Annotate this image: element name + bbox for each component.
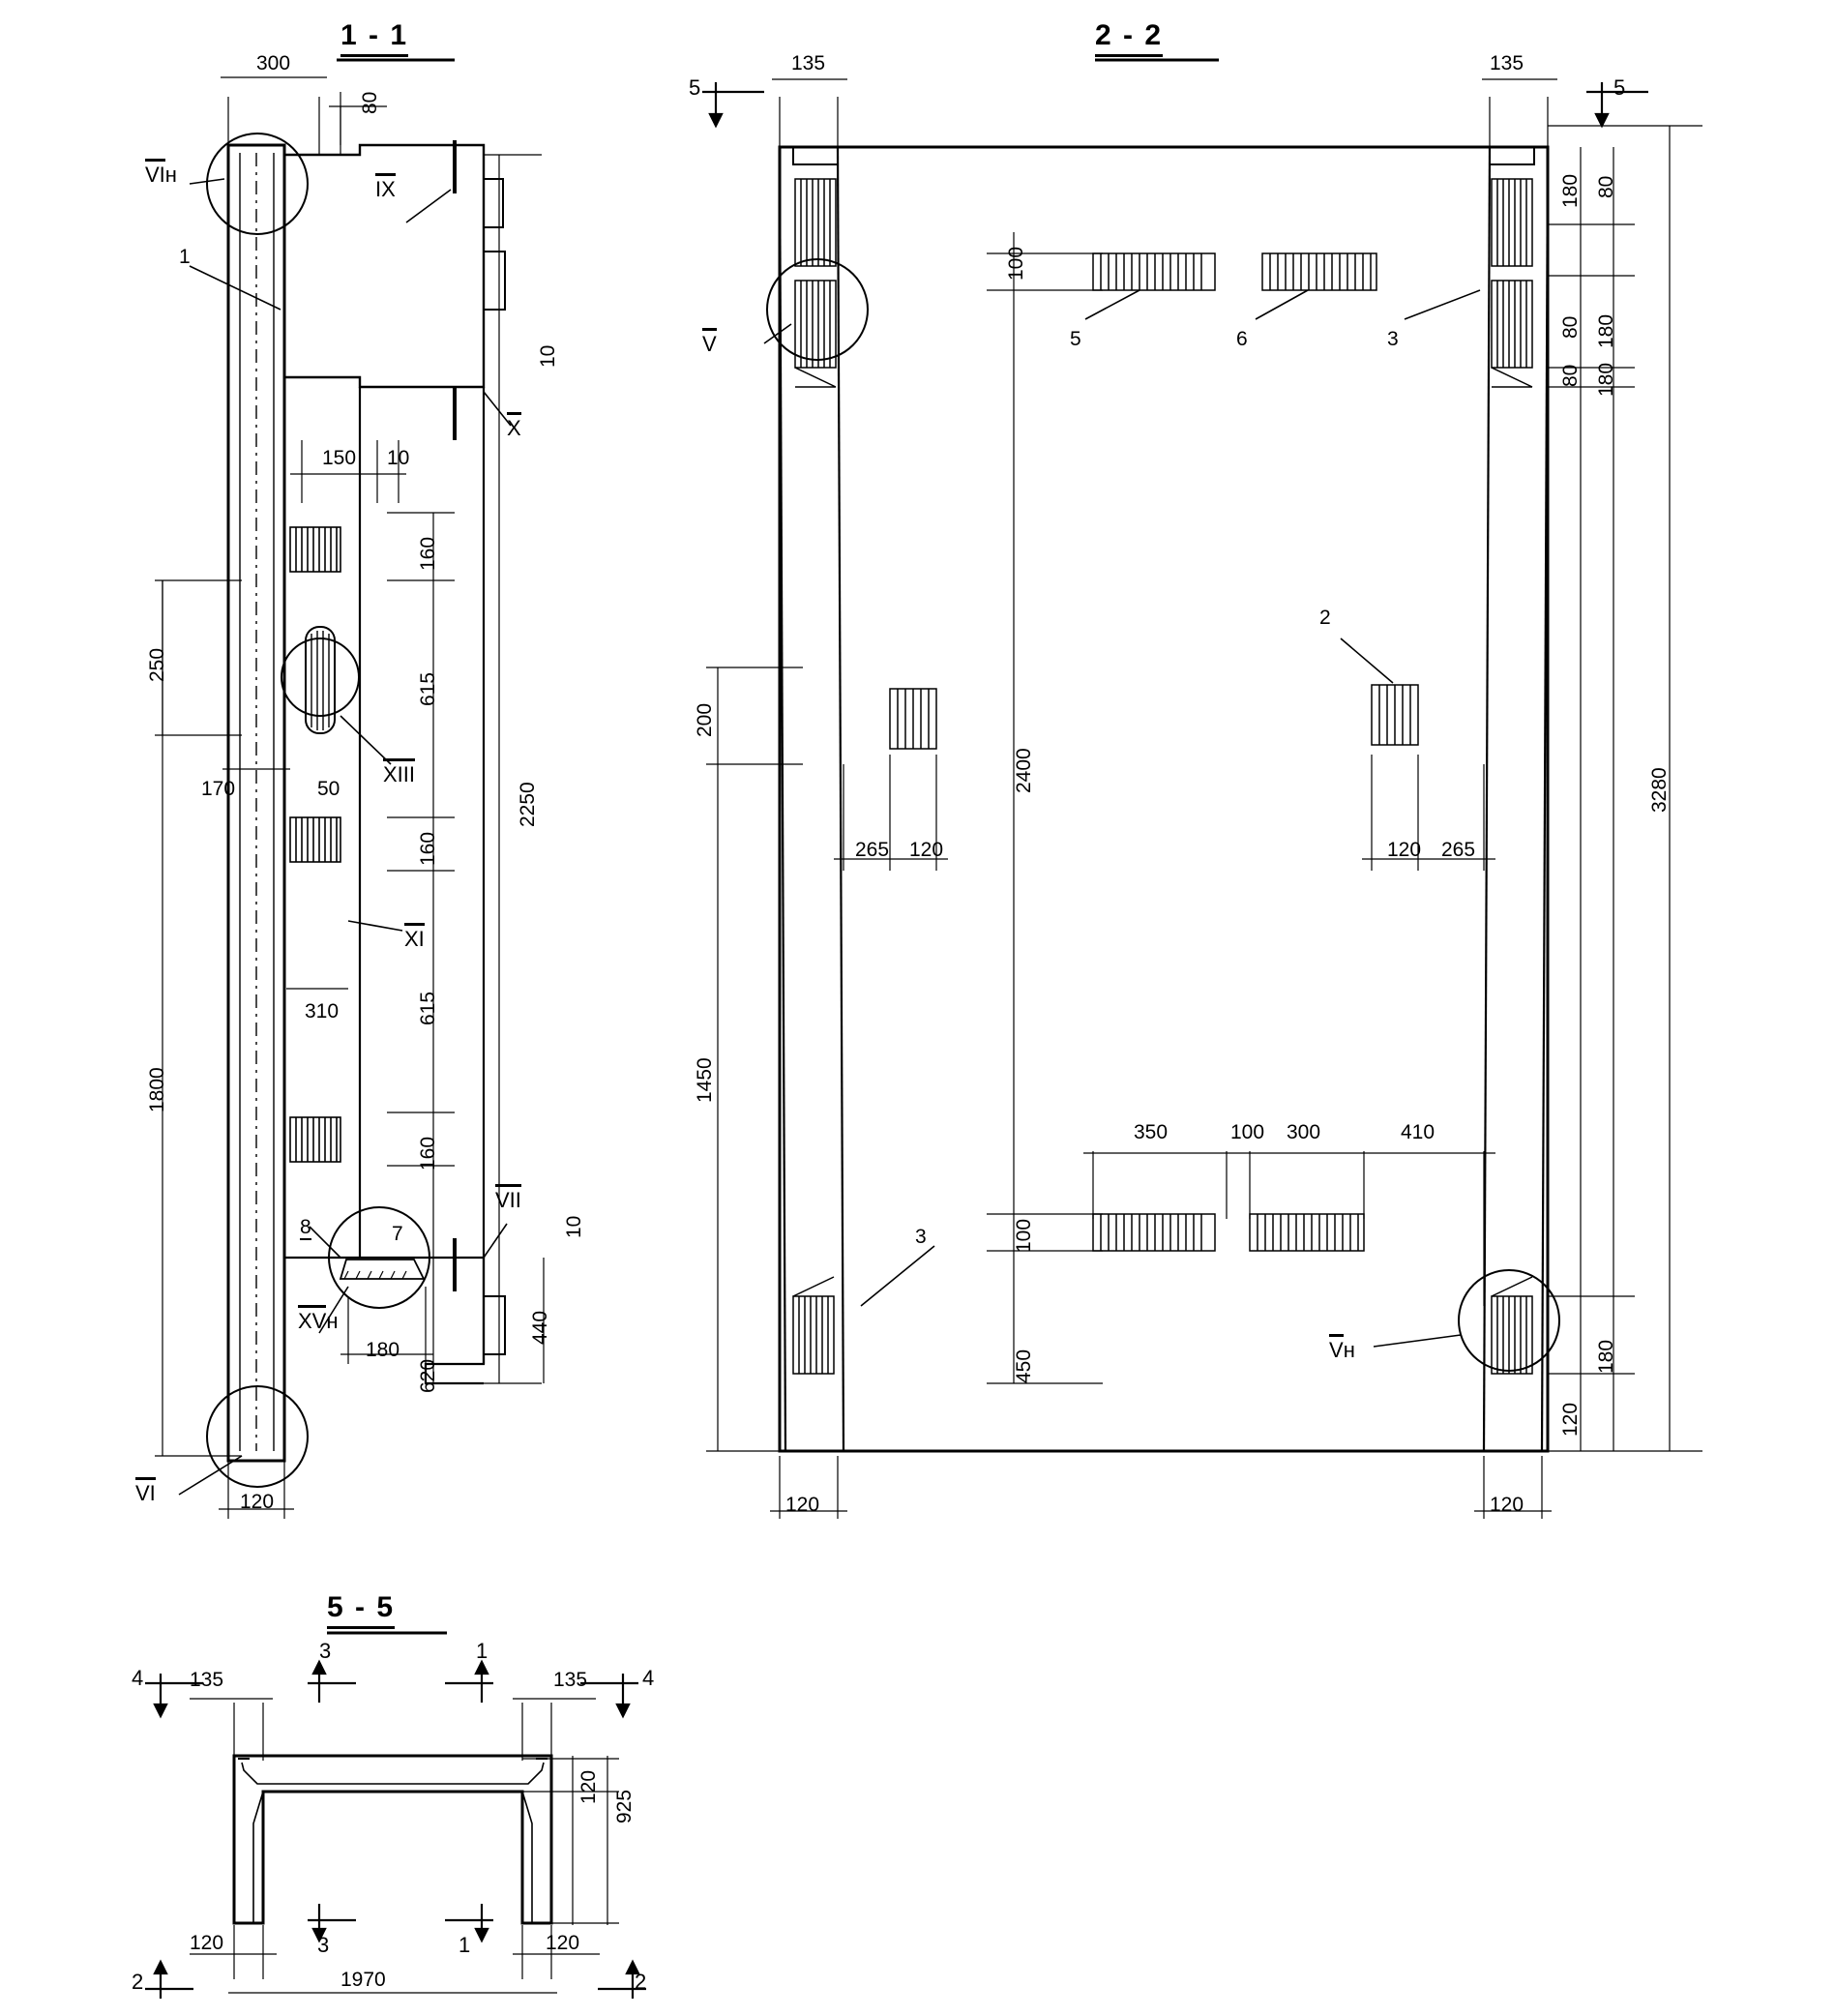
dim55-120-br: 120 [546, 1932, 580, 1954]
dim22-3280: 3280 [1648, 767, 1671, 813]
dim-160-a: 160 [417, 536, 439, 571]
section-mark-4-left: 4 [132, 1666, 144, 1690]
dim-300: 300 [256, 52, 291, 74]
dim-80: 80 [359, 91, 381, 114]
dim-1800: 1800 [146, 1067, 168, 1112]
dim-150: 150 [322, 447, 357, 469]
callout-8: 8 [300, 1216, 311, 1238]
dim22-265-l: 265 [855, 839, 890, 861]
dim22-100-b: 100 [1230, 1121, 1265, 1143]
dim-10-b: 10 [387, 447, 410, 469]
view-title-2-2: 2 - 2 [1095, 19, 1163, 52]
callout22-5: 5 [1070, 328, 1081, 350]
dim-170: 170 [201, 778, 236, 800]
dim22-120-r: 120 [1387, 839, 1422, 861]
section-mark-1-bottom: 1 [459, 1933, 471, 1957]
dim22-80-b: 80 [1559, 315, 1582, 339]
callout22-6: 6 [1236, 328, 1248, 350]
dim55-120-bl: 120 [190, 1932, 224, 1954]
callout22-3-top: 3 [1387, 328, 1399, 350]
view-title-1-1: 1 - 1 [340, 19, 408, 52]
section-mark-2-right: 2 [635, 1970, 647, 1994]
section-mark-3-bottom: 3 [317, 1933, 330, 1957]
dim22-350: 350 [1134, 1121, 1169, 1143]
dim-310: 310 [305, 1000, 340, 1023]
section-mark-5-right: 5 [1613, 75, 1626, 100]
dim-180: 180 [366, 1339, 400, 1361]
callout-1: 1 [179, 246, 191, 268]
mark-IX: IX [375, 177, 396, 202]
dim22-180-b: 180 [1595, 313, 1617, 348]
mark-VII: VII [495, 1188, 521, 1213]
dim22-100-a: 100 [1005, 246, 1027, 281]
callout22-2: 2 [1319, 607, 1331, 629]
dim-50: 50 [317, 778, 340, 800]
mark-VI-n: VIн [145, 163, 177, 188]
callout-7: 7 [392, 1223, 403, 1245]
section-mark-5-left: 5 [689, 75, 701, 100]
dim22-100-c: 100 [1013, 1218, 1035, 1253]
section-mark-4-right: 4 [642, 1666, 655, 1690]
dim-615-b: 615 [417, 991, 439, 1025]
mark-V-n: Vн [1329, 1338, 1355, 1363]
dim55-925: 925 [613, 1789, 636, 1823]
dim-2250: 2250 [517, 782, 539, 827]
dim22-180-d: 180 [1595, 1339, 1617, 1374]
dim22-180-a: 180 [1559, 173, 1582, 208]
dim22-80-a: 80 [1595, 175, 1617, 198]
callout22-3-bot: 3 [915, 1226, 927, 1248]
dim22-120-bot: 120 [1559, 1402, 1582, 1437]
mark-V: V [702, 332, 717, 357]
dim55-1970: 1970 [340, 1969, 386, 1991]
dim22-120-l: 120 [909, 839, 944, 861]
dim22-2400: 2400 [1013, 748, 1035, 793]
mark-XIII: XIII [383, 762, 415, 787]
dim22-265-r: 265 [1441, 839, 1476, 861]
dim-10-a: 10 [537, 344, 559, 368]
dim22-180-c: 180 [1595, 362, 1617, 397]
dim55-135-l: 135 [190, 1669, 224, 1691]
dim22-300: 300 [1287, 1121, 1321, 1143]
dim-120-a: 120 [240, 1491, 275, 1513]
dim-615-a: 615 [417, 671, 439, 706]
dim-250: 250 [146, 647, 168, 682]
dim22-1450: 1450 [694, 1057, 716, 1103]
mark-XI: XI [404, 927, 425, 952]
dim-620: 620 [417, 1358, 439, 1393]
section-mark-1-top: 1 [476, 1639, 488, 1663]
dim22-135-r: 135 [1490, 52, 1524, 74]
section-mark-3-top: 3 [319, 1639, 332, 1663]
dim22-80-c: 80 [1559, 364, 1582, 387]
view-title-5-5: 5 - 5 [327, 1591, 395, 1624]
dim22-410: 410 [1401, 1121, 1435, 1143]
section-mark-2-left: 2 [132, 1970, 144, 1994]
dim-10-c: 10 [563, 1215, 585, 1238]
dim55-120-v: 120 [577, 1769, 600, 1804]
dim-440: 440 [529, 1310, 551, 1345]
mark-XV-n: XVн [298, 1309, 339, 1334]
mark-X: X [507, 416, 521, 441]
dim22-135-l: 135 [791, 52, 826, 74]
mark-VI: VI [135, 1481, 156, 1506]
dim22-120-bl: 120 [785, 1494, 820, 1516]
dim22-120-br: 120 [1490, 1494, 1524, 1516]
dim22-200: 200 [694, 702, 716, 737]
dim22-450: 450 [1013, 1349, 1035, 1383]
dim55-135-r: 135 [553, 1669, 588, 1691]
dim-160-c: 160 [417, 1136, 439, 1171]
dim-160-b: 160 [417, 831, 439, 866]
